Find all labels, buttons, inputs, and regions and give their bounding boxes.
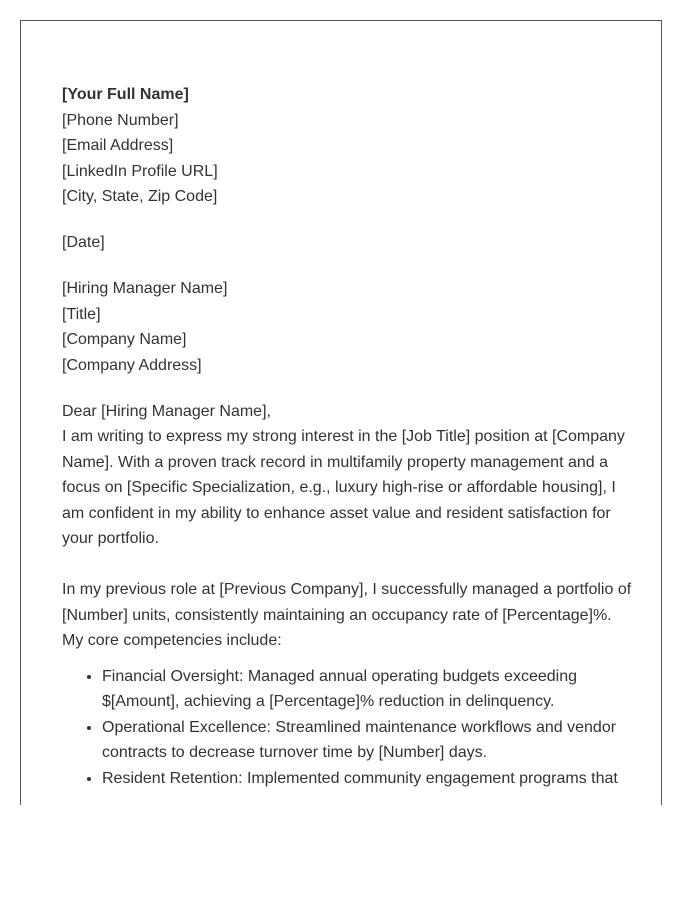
sender-name: [Your Full Name] xyxy=(62,86,189,103)
spacer xyxy=(62,256,637,277)
sender-linkedin: [LinkedIn Profile URL] xyxy=(62,162,218,180)
spacer xyxy=(62,378,637,399)
salutation: Dear [Hiring Manager Name], xyxy=(62,402,271,420)
list-item: • Resident Retention: Implemented community engagement programs that xyxy=(102,766,637,792)
list-item: • Financial Oversight: Managed annual operating budgets exceeding $[Amount], achieving a [Percentage]% reduction in delinquency. xyxy=(102,664,637,715)
spacer xyxy=(62,210,637,231)
list-item: • Operational Excellence: Streamlined maintenance workflows and vendor contracts to decrease turnover time by [Number] days. xyxy=(102,715,637,766)
experience-paragraph: In my previous role at [Previous Company], I successfully managed a portfolio of [Number] units, consistently maintaining an occupancy rate of [Percentage]%. My core competencies include: xyxy=(62,581,632,649)
recipient-block xyxy=(62,276,637,378)
sender-location: [City, State, Zip Code] xyxy=(62,188,218,205)
recipient-title: [Title] xyxy=(62,305,101,323)
sender-phone: [Phone Number] xyxy=(62,111,179,129)
letter-content xyxy=(62,82,637,791)
sender-block xyxy=(62,82,637,210)
sender-email: [Email Address] xyxy=(62,137,174,154)
letter-date: [Date] xyxy=(62,234,105,251)
letter-page xyxy=(20,20,662,805)
competencies-list xyxy=(62,664,637,792)
spacer xyxy=(62,552,637,578)
intro-paragraph: I am writing to express my strong interest in the [Job Title] position at [Company Name]. With a proven track record in multifamily property management and a focus on [Specific Specialization, e.g., luxury high-rise or affordable housing], I am confident in my ability to enhance asset value and resident satisfaction for your portfolio. xyxy=(62,428,625,547)
recipient-name: [Hiring Manager Name] xyxy=(62,280,228,297)
recipient-address: [Company Address] xyxy=(62,356,202,374)
recipient-company: [Company Name] xyxy=(62,331,187,348)
